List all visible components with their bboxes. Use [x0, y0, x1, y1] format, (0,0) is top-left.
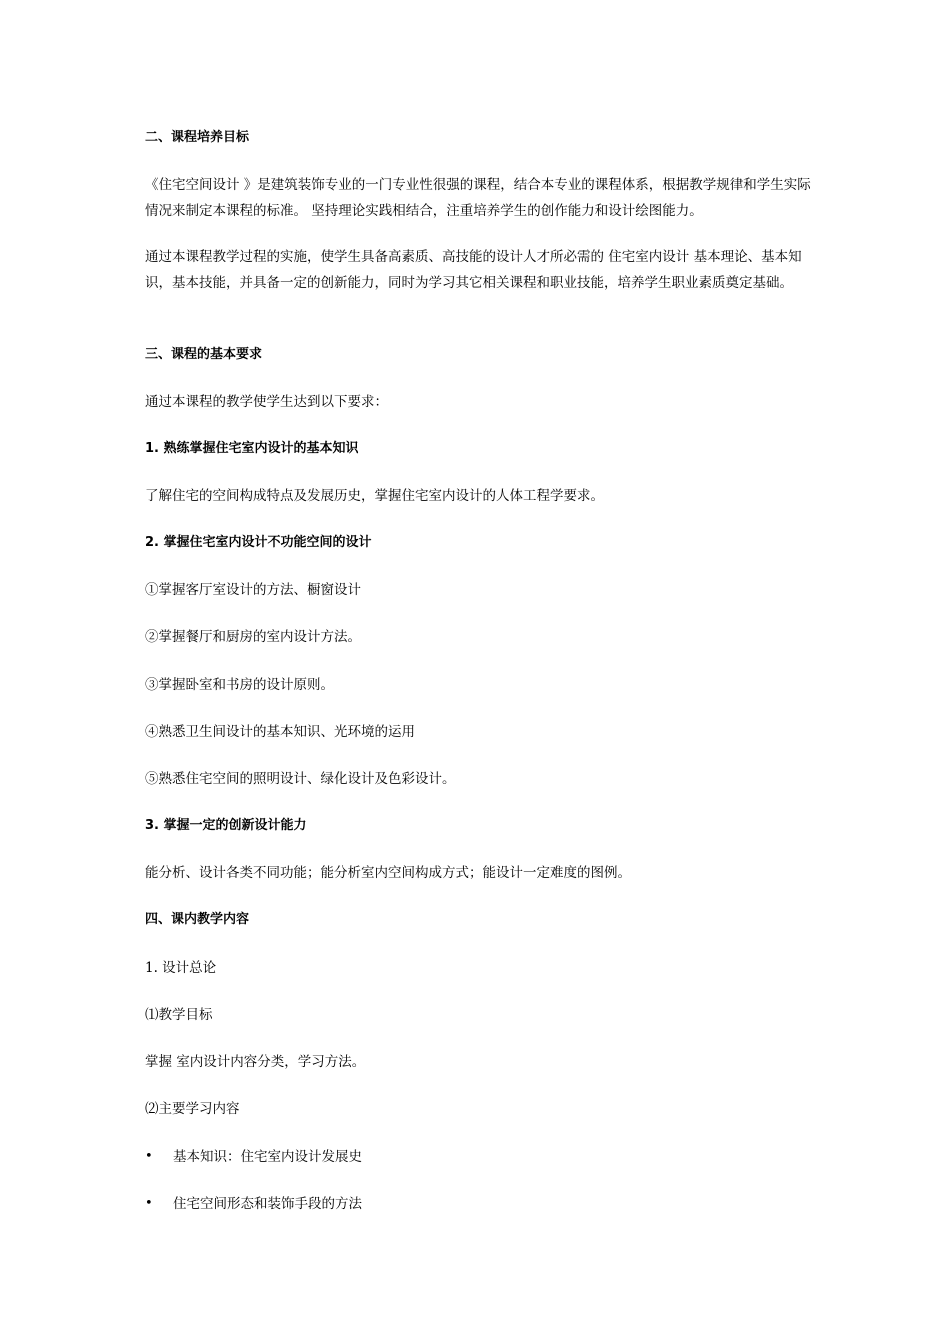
section-heading-content: 四、课内教学内容 [145, 912, 250, 927]
requirement-2-item: ③掌握卧室和书房的设计原则。 [145, 677, 334, 693]
content-item-1: 1. 设计总论 [145, 960, 217, 976]
requirement-2-item: ⑤熟悉住宅空间的照明设计、绿化设计及色彩设计。 [145, 771, 456, 787]
bullet-list-item: 基本知识：住宅室内设计发展史 [173, 1149, 362, 1165]
requirement-3-text: 能分析、设计各类不同功能；能分析室内空间构成方式；能设计一定难度的图例。 [145, 865, 631, 881]
main-content-label: ⑵主要学习内容 [145, 1101, 240, 1117]
section-heading-goals: 二、课程培养目标 [145, 130, 250, 145]
requirement-1-text: 了解住宅的空间构成特点及发展历史，掌握住宅室内设计的人体工程学要求。 [145, 488, 604, 504]
requirement-2-item: ②掌握餐厅和厨房的室内设计方法。 [145, 629, 361, 645]
requirement-2-heading: 2. 掌握住宅室内设计不功能空间的设计 [145, 535, 372, 550]
requirement-2-item: ①掌握客厅室设计的方法、橱窗设计 [145, 582, 361, 598]
requirement-2-item: ④熟悉卫生间设计的基本知识、光环境的运用 [145, 724, 415, 740]
requirement-1-heading: 1. 熟练掌握住宅室内设计的基本知识 [145, 441, 359, 456]
paragraph-course-implementation: 通过本课程教学过程的实施，使学生具备高素质、高技能的设计人才所必需的 住宅室内设计 基本理论、基本知识，基本技能，并具备一定的创新能力，同时为学习其它相关课程和职业技能，培养学生职业素质奠定基础。 [145, 249, 802, 291]
bullet-list-item: 住宅空间形态和装饰手段的方法 [173, 1196, 362, 1212]
teaching-goal-label: ⑴教学目标 [145, 1007, 213, 1023]
paragraph-course-intro: 《住宅空间设计 》是建筑装饰专业的一门专业性很强的课程，结合本专业的课程体系，根据教学规律和学生实际情况来制定本课程的标准。 坚持理论实践相结合，注重培养学生的创作能力和设计绘图能力。 [145, 177, 811, 219]
requirements-intro: 通过本课程的教学使学生达到以下要求： [145, 394, 388, 410]
teaching-goal-text: 掌握 室内设计内容分类，学习方法。 [145, 1054, 366, 1070]
bullet-icon: • [145, 1196, 153, 1211]
section-heading-requirements: 三、课程的基本要求 [145, 347, 263, 362]
requirement-3-heading: 3. 掌握一定的创新设计能力 [145, 818, 307, 833]
bullet-icon: • [145, 1149, 153, 1164]
